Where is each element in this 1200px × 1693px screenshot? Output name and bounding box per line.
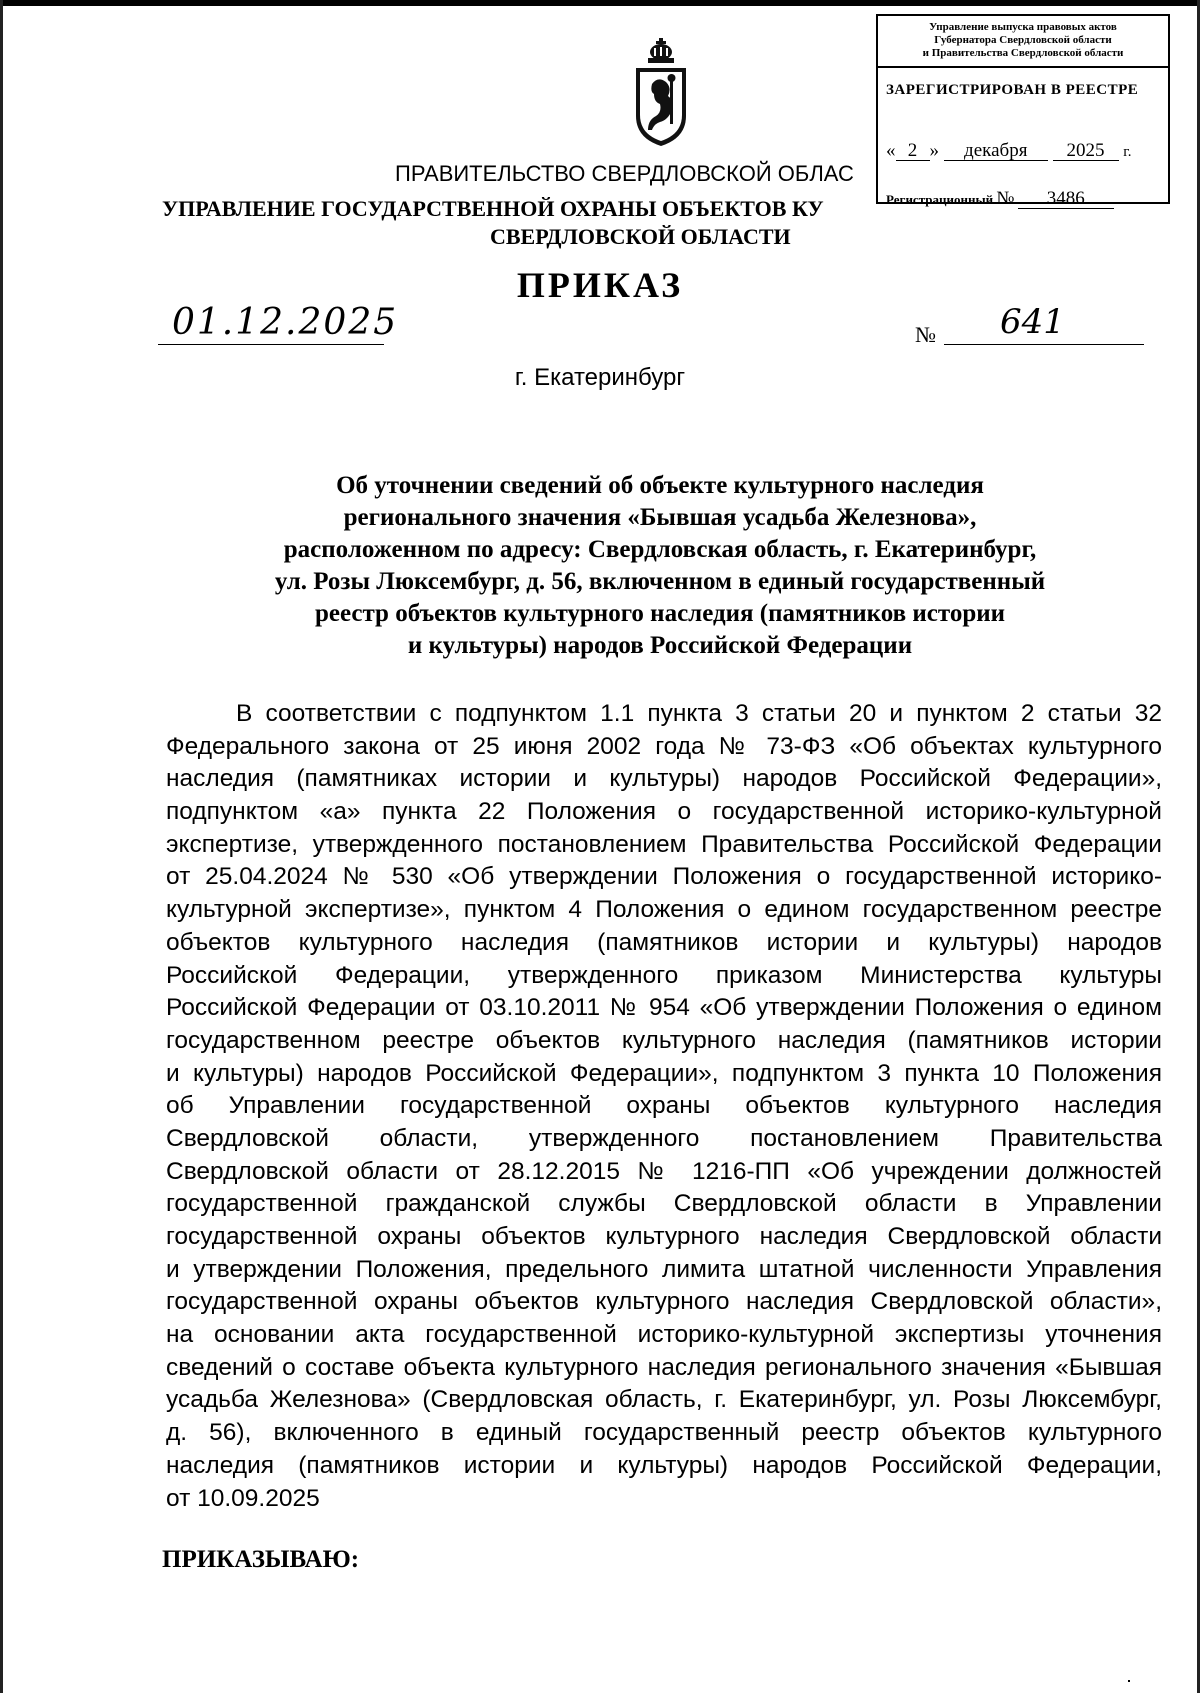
stamp-day: 2 <box>896 142 930 161</box>
scan-left-edge <box>0 0 3 1693</box>
body-line: усадьба Железнова» (Свердловская область, г. Екатеринбург, ул. Розы Люксембург, <box>166 1386 1162 1414</box>
stamp-quote-close: » <box>929 140 939 161</box>
body-line: от 25.04.2024 № 530 «Об утверждении Положения о государственной историко- <box>166 863 1162 891</box>
stamp-year: 2025 <box>1053 142 1119 161</box>
title-line: Об уточнении сведений об объекте культурного наследия <box>336 472 984 499</box>
date-underline <box>158 344 384 345</box>
government-name: ПРАВИТЕЛЬСТВО СВЕРДЛОВСКОЙ ОБЛАС <box>395 161 854 186</box>
handwritten-date: 01.12.2025 <box>172 302 399 343</box>
stamp-registered-label: ЗАРЕГИСТРИРОВАН В РЕЕСТРЕ <box>886 82 1139 98</box>
body-line: государственной гражданской службы Свердловской области в Управлении <box>166 1190 1162 1218</box>
scan-top-edge <box>0 0 1200 6</box>
stamp-org-header <box>878 16 1168 68</box>
body-line: сведений о составе объекта культурного наследия регионального значения «Бывшая <box>166 1353 1162 1381</box>
department-name-line-2: СВЕРДЛОВСКОЙ ОБЛАСТИ <box>490 224 791 249</box>
body-line: Свердловской области от 28.12.2015 № 1216-ПП «Об учреждении должностей <box>166 1157 1162 1185</box>
body-line: от 10.09.2025 <box>166 1484 320 1512</box>
body-line: Российской Федерации, утвержденного приказом Министерства культуры <box>166 961 1162 989</box>
orders-heading: ПРИКАЗЫВАЮ: <box>162 1546 360 1573</box>
body-line: наследия (памятников истории и культуры) народов Российской Федерации, <box>166 1451 1162 1479</box>
body-line: на основании акта государственной историко-культурной экспертизы уточнения <box>166 1321 1162 1349</box>
body-line: объектов культурного наследия (памятников истории и культуры) народов <box>166 928 1162 956</box>
body-line: об Управлении государственной охраны объектов культурного наследия <box>166 1092 1162 1120</box>
document-type-heading: ПРИКАЗ <box>516 265 684 305</box>
body-line: Свердловской области, утвержденного постановлением Правительства <box>166 1124 1162 1152</box>
body-line: экспертизе, утвержденного постановлением Правительства Российской Федерации <box>166 830 1162 858</box>
preamble-paragraph <box>166 698 1162 1515</box>
coat-of-arms-icon <box>630 38 692 148</box>
stamp-org-line-2: Губернатора Свердловской области <box>934 34 1112 46</box>
stamp-year-suffix: г. <box>1123 144 1132 160</box>
title-line: ул. Розы Люксембург, д. 56, включенном в единый государственный <box>274 568 1046 595</box>
scan-speck <box>1128 1680 1130 1682</box>
body-line: д. 56), включенного в единый государственный реестр объектов культурного <box>166 1419 1162 1447</box>
title-line: и культуры) народов Российской Федерации <box>407 632 913 659</box>
stamp-no-sign: № <box>996 188 1015 209</box>
title-line: расположенном по адресу: Свердловская область, г. Екатеринбург, <box>283 536 1037 563</box>
body-line: и утверждении Положения, предельного лимита штатной численности Управления <box>166 1255 1162 1283</box>
document-title <box>160 470 1160 662</box>
body-line: подпунктом «а» пункта 22 Положения о государственной историко-культурной <box>166 798 1162 826</box>
body-line: Российской Федерации от 03.10.2011 № 954 «Об утверждении Положения о едином <box>166 994 1162 1022</box>
city-line: г. Екатеринбург <box>514 364 686 391</box>
handwritten-number: 641 <box>1000 302 1065 342</box>
title-line: реестр объектов культурного наследия (памятников истории <box>314 600 1006 627</box>
body-line: культурной экспертизе», пунктом 4 Положения о едином государственном реестре <box>166 896 1162 924</box>
number-label: № <box>915 322 936 347</box>
body-line: В соответствии с подпунктом 1.1 пункта 3 статьи 20 и пунктом 2 статьи 32 <box>236 700 1162 727</box>
stamp-month: декабря <box>944 142 1048 161</box>
stamp-org-line-1: Управление выпуска правовых актов <box>929 21 1117 33</box>
stamp-registration-number <box>886 188 1114 210</box>
title-line: регионального значения «Бывшая усадьба Железнова», <box>343 504 977 531</box>
stamp-reg-label: Регистрационный <box>886 192 994 207</box>
body-line: Федерального закона от 25 июня 2002 года № 73-ФЗ «Об объектах культурного <box>166 732 1162 760</box>
body-line: и культуры) народов Российской Федерации», подпунктом 3 пункта 10 Положения <box>166 1059 1162 1087</box>
stamp-org-line-3: и Правительства Свердловской области <box>922 47 1124 59</box>
stamp-quote-open: « <box>886 140 896 161</box>
body-line: государственной охраны объектов культурного наследия Свердловской области <box>166 1223 1162 1250</box>
stamp-date <box>886 140 1131 162</box>
body-line: государственной охраны объектов культурного наследия Свердловской области», <box>166 1288 1162 1316</box>
stamp-reg-number: 3486 <box>1018 190 1114 209</box>
registration-stamp <box>876 14 1170 209</box>
body-line: наследия (памятниках истории и культуры) народов Российской Федерации», <box>166 765 1162 793</box>
body-line: государственном реестре объектов культурного наследия (памятников истории <box>166 1026 1162 1054</box>
department-name-line-1: УПРАВЛЕНИЕ ГОСУДАРСТВЕННОЙ ОХРАНЫ ОБЪЕКТОВ КУ <box>162 196 824 221</box>
number-underline <box>944 344 1144 345</box>
